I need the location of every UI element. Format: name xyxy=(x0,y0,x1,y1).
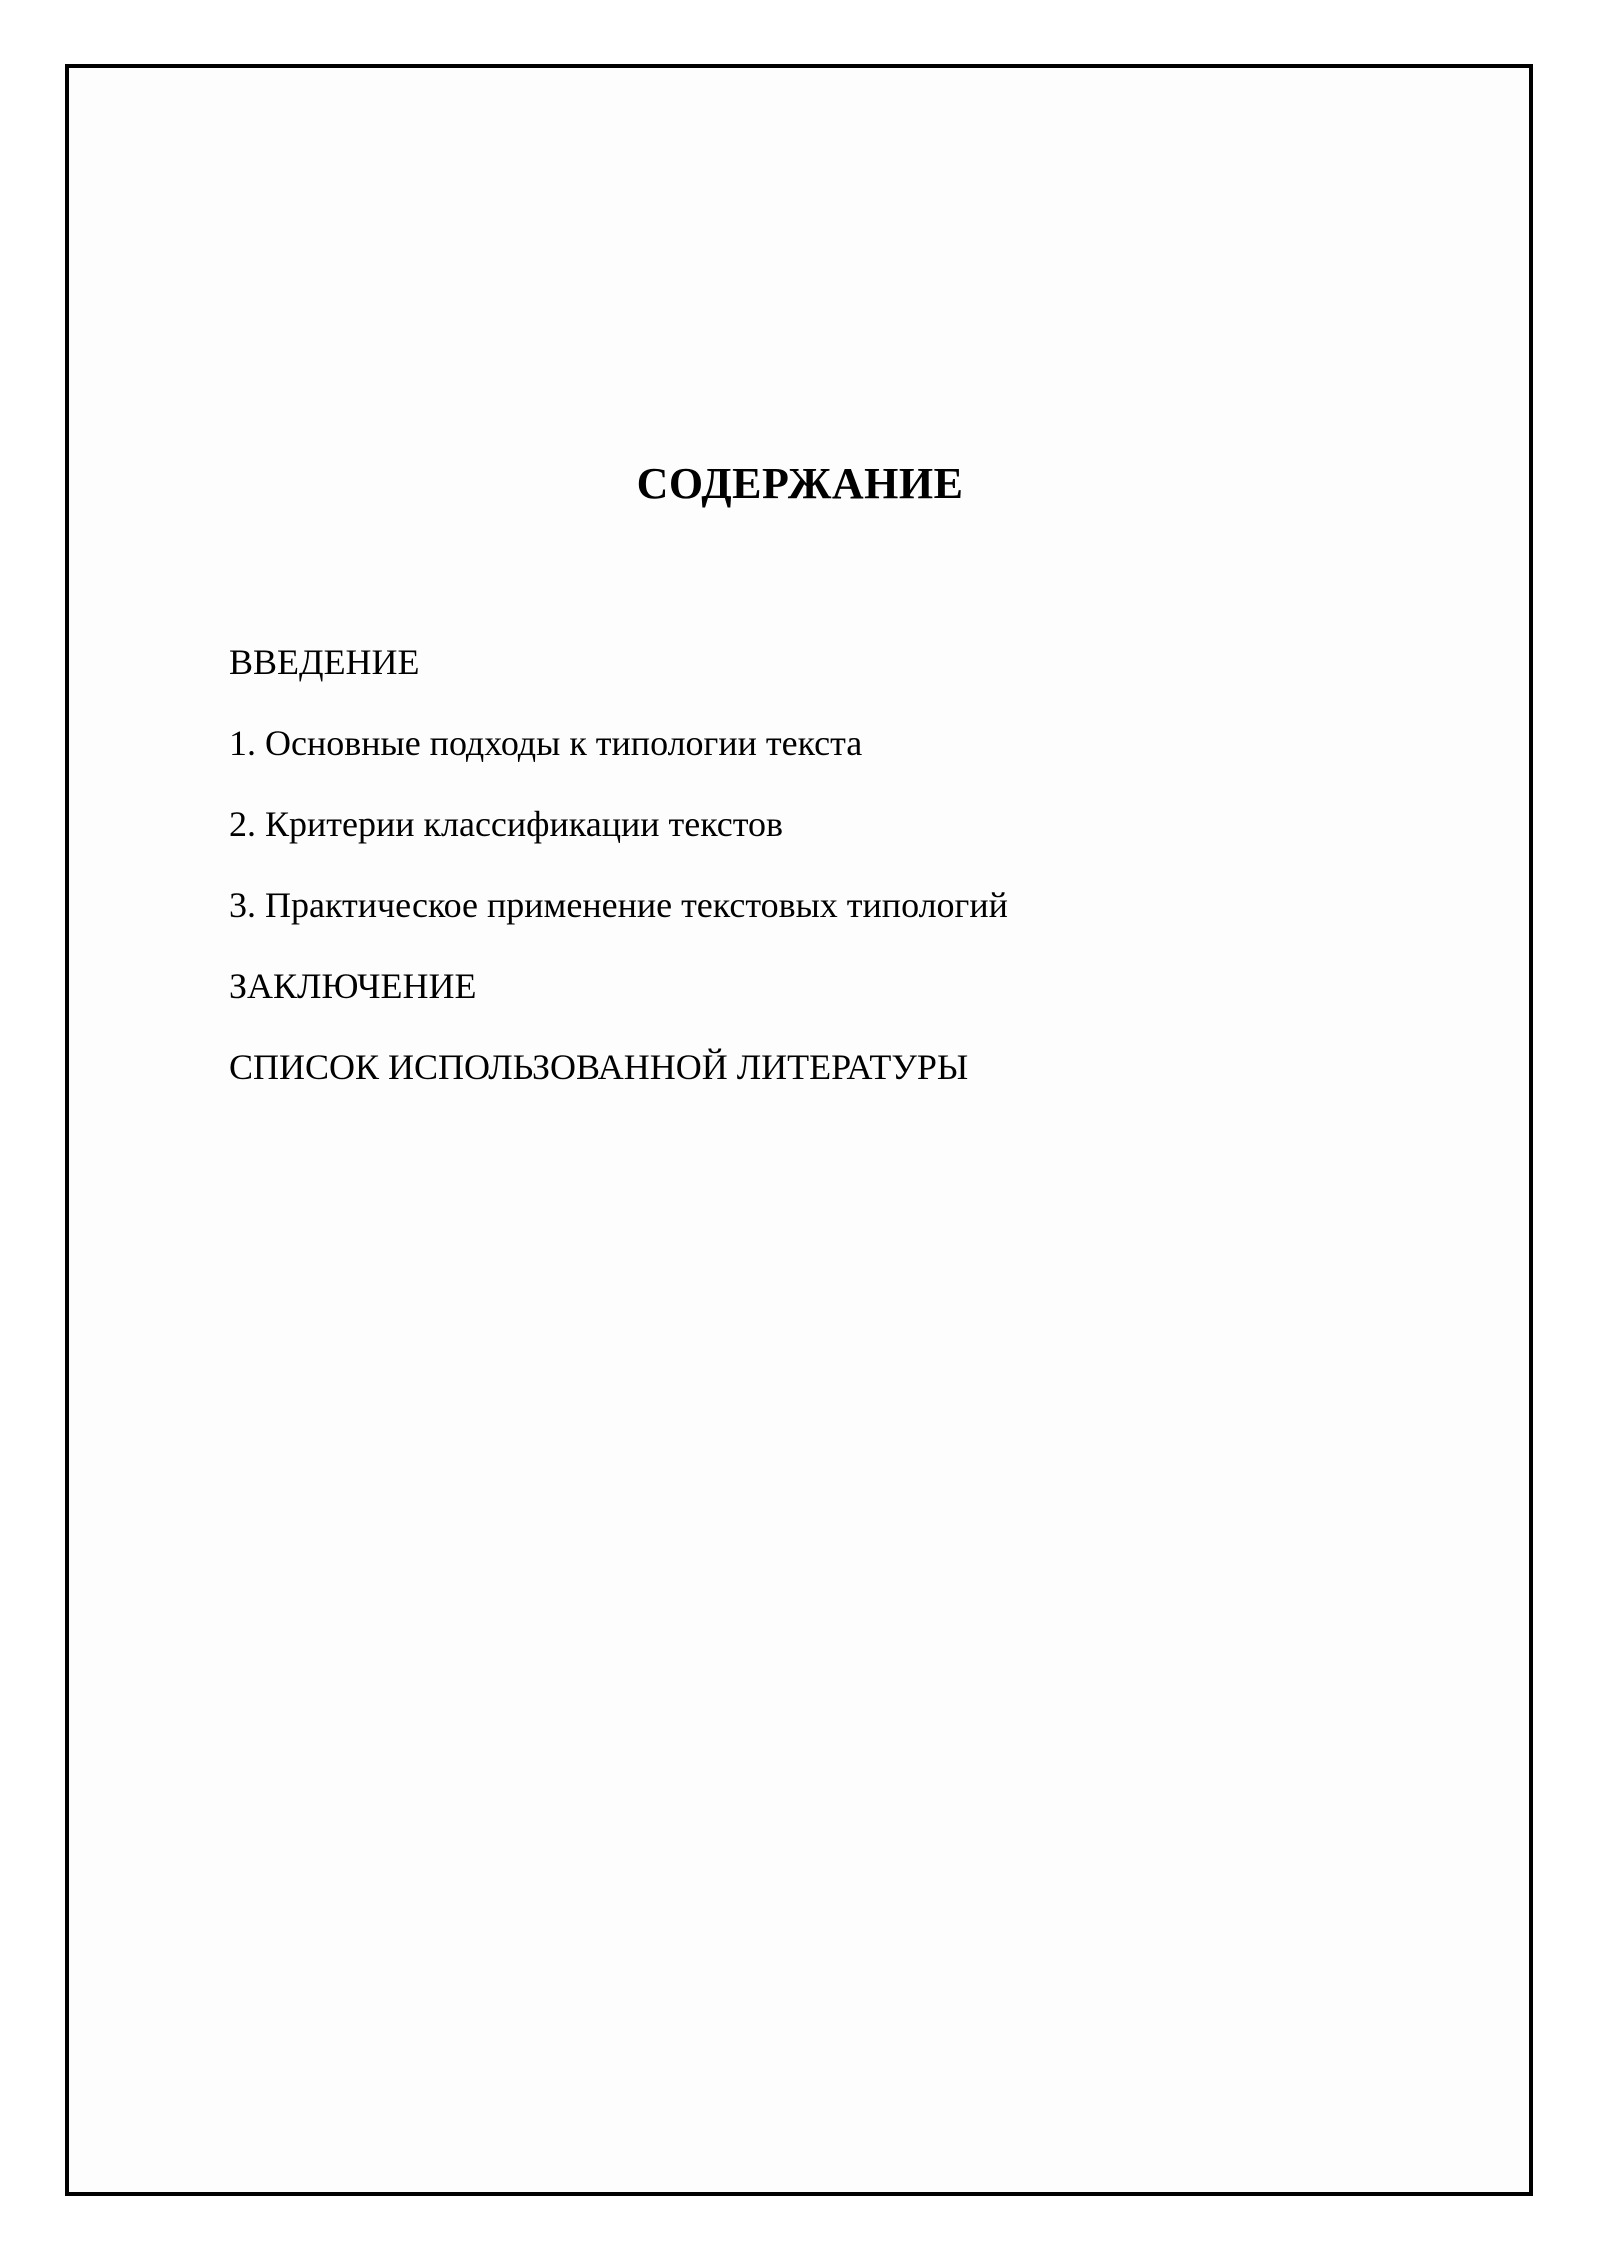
toc-item-chapter-3: 3. Практическое применение текстовых типологий xyxy=(229,885,1008,925)
toc-item-chapter-2: 2. Критерии классификации текстов xyxy=(229,804,784,844)
toc-item-references: СПИСОК ИСПОЛЬЗОВАННОЙ ЛИТЕРАТУРЫ xyxy=(229,1047,969,1087)
toc-item-introduction: ВВЕДЕНИЕ xyxy=(229,642,420,682)
page-border-frame xyxy=(65,64,1533,2196)
toc-item-conclusion: ЗАКЛЮЧЕНИЕ xyxy=(229,966,477,1006)
table-of-contents xyxy=(229,640,1008,1126)
toc-item-chapter-1: 1. Основные подходы к типологии текста xyxy=(229,723,863,763)
page-title: СОДЕРЖАНИЕ xyxy=(636,459,964,508)
